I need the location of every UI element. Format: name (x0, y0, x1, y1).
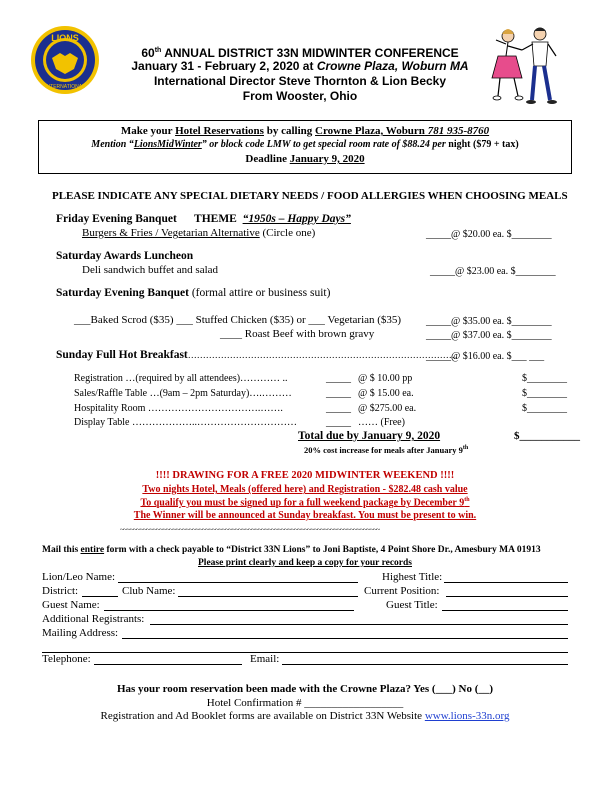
hotel-confirmation: Hotel Confirmation # __________________ (206, 697, 404, 709)
tilde-divider: ~~~~~~~~~~~~~~~~~~~~~~~~~~~~~~~~~~~~~~~~~~~~~~~~~~~~~~~~~~~~~~~~~~~~~~~~~~~~~~~ (120, 526, 380, 534)
lions-emblem-icon (30, 25, 100, 95)
friday-title (56, 213, 351, 225)
booklet-note (38, 710, 572, 722)
district-field[interactable] (82, 596, 118, 597)
fee-price: @ $ 15.00 ea. (358, 388, 414, 399)
dancers-icon (486, 22, 566, 110)
sunday-price: _____@ $16.00 ea. $___ ___ (426, 351, 545, 362)
hotel-text-b: Hotel Reservations (175, 125, 264, 137)
saturday-banquet-options: ___Baked Scrod ($35) ___ Stuffed Chicken ($35) or ___ Vegetarian ($35) (74, 314, 402, 326)
drawing-line-2-sup: th (464, 497, 470, 503)
fee-row (74, 373, 288, 384)
fee-qty: _____ (326, 373, 351, 384)
mention-c: ” or block code LMW to get special room rate of $88.24 per (201, 139, 446, 150)
drawing-line-2-text: To qualify you must be signed up for a full weekend package by December 9 (140, 497, 465, 509)
sunday-title: Sunday Full Hot Breakfast (56, 349, 188, 361)
fee-row (74, 417, 297, 428)
hotel-phone: 781 935-8760 (424, 125, 490, 137)
mail-instructions (42, 545, 541, 555)
banquet-note: (formal attire or business suit) (188, 287, 331, 299)
friday-title-text: Friday Evening Banquet (56, 213, 177, 225)
total-note-sup: th (462, 445, 469, 452)
telephone-field[interactable] (94, 664, 242, 665)
hotel-text-c: by calling (263, 125, 316, 137)
title-number: 60 (141, 46, 155, 60)
guest-title-field[interactable] (442, 610, 568, 611)
mailing-address-label: Mailing Address: (42, 627, 119, 639)
fee-qty: _____ (326, 388, 351, 399)
fee-label: Sales/Raffle Table …(9am – 2pm Saturday)….……… (74, 388, 292, 399)
email-field[interactable] (282, 664, 568, 665)
dates-text: January 31 - February 2, 2020 at (131, 59, 317, 73)
hotel-line-3 (38, 153, 572, 165)
fee-price: …… (Free) (358, 417, 405, 428)
lions-logo (30, 25, 100, 95)
friday-opt-a: Burgers & Fries / (82, 227, 162, 239)
sunday-line (56, 349, 458, 361)
fee-label: Display Table ………………..………………………… (74, 417, 297, 428)
venue-text: Crowne Plaza, Woburn MA (316, 59, 469, 73)
dancing-couple-illustration (486, 22, 566, 110)
fee-total: $________ (522, 403, 567, 414)
website-link[interactable]: www.lions-33n.org (424, 710, 510, 722)
current-position-label: Current Position: (364, 585, 440, 597)
guest-title-label: Guest Title: (386, 599, 438, 611)
mail-a: Mail this (42, 545, 81, 555)
fee-label: Hospitality Room …………………………….……. (74, 403, 283, 414)
guest-name-label: Guest Name: (42, 599, 100, 611)
friday-theme-label: THEME (194, 213, 237, 225)
fee-row (74, 388, 292, 399)
fee-price: @ $ 10.00 pp (358, 373, 413, 384)
fee-row (74, 403, 283, 414)
friday-options (82, 227, 315, 239)
mail-entire: entire (80, 545, 105, 555)
fee-qty: _____ (326, 417, 351, 428)
mention-d: night ($79 + tax) (445, 139, 519, 150)
saturday-lunch-title: Saturday Awards Luncheon (56, 250, 194, 262)
highest-title-label: Highest Title: (382, 571, 443, 583)
drawing-line-3: The Winner will be announced at Sunday breakfast. You must be present to win. (133, 510, 477, 521)
friday-opt-c: (Circle one) (259, 227, 316, 239)
total-amount: $___________ (514, 430, 580, 442)
dietary-notice: PLEASE INDICATE ANY SPECIAL DIETARY NEEDS / FOOD ALLERGIES WHEN CHOOSING MEALS (52, 190, 568, 202)
mention-code: LionsMidWinter (133, 139, 202, 150)
telephone-label: Telephone: (42, 653, 91, 665)
friday-opt-b: Vegetarian Alternative (161, 227, 260, 239)
saturday-lunch-price: _____@ $23.00 ea. $________ (430, 266, 556, 277)
conference-title (120, 44, 480, 60)
title-sup: th (154, 47, 162, 54)
club-name-label: Club Name: (122, 585, 176, 597)
hotel-text-d: Crowne Plaza, Woburn (315, 125, 425, 137)
friday-price: _____@ $20.00 ea. $________ (426, 229, 552, 240)
current-position-field[interactable] (446, 596, 568, 597)
drawing-line-2 (38, 497, 572, 508)
additional-registrants-field[interactable] (150, 624, 568, 625)
drawing-line-1: Two nights Hotel, Meals (offered here) and Registration - $282.48 cash value (142, 484, 468, 495)
mail-c: form with a check payable to “District 33N Lions” to Joni Baptiste, 4 Point Shore Dr., Amesbury MA 01913 (104, 545, 541, 555)
total-note-text: 20% cost increase for meals after January 9 (304, 445, 463, 455)
club-name-field[interactable] (178, 596, 358, 597)
sunday-dots: ……………………………………………………………………………… (187, 350, 458, 360)
total-label: Total due by January 9, 2020 (298, 430, 441, 442)
saturday-lunch-item: Deli sandwich buffet and salad (82, 264, 219, 276)
title-rest: ANNUAL DISTRICT 33N MIDWINTER CONFERENCE (161, 46, 459, 60)
additional-registrants-label: Additional Registrants: (42, 613, 145, 625)
fee-price: @ $275.00 ea. (358, 403, 417, 414)
district-label: District: (42, 585, 79, 597)
saturday-banquet-title (56, 287, 330, 299)
booklet-text: Registration and Ad Booklet forms are available on District 33N Website (100, 710, 425, 722)
lion-leo-label: Lion/Leo Name: (42, 571, 116, 583)
saturday-banquet-price-2: _____@ $37.00 ea. $________ (426, 330, 552, 341)
fee-label: Registration …(required by all attendees)………… .. (74, 373, 288, 384)
highest-title-field[interactable] (444, 582, 568, 583)
total-note (304, 445, 468, 455)
origin-line: From Wooster, Ohio (242, 89, 358, 103)
saturday-banquet-price-1: _____@ $35.00 ea. $________ (426, 316, 552, 327)
mailing-address-field-2[interactable] (42, 652, 568, 653)
conference-dates (120, 59, 480, 73)
hotel-line-2 (38, 139, 572, 150)
fee-total: $________ (522, 388, 567, 399)
saturday-banquet-roast: ____ Roast Beef with brown gravy (220, 328, 375, 340)
room-reservation-question: Has your room reservation been made with the Crowne Plaza? Yes (___) No (__) (116, 683, 494, 695)
fee-qty: _____ (326, 403, 351, 414)
lion-leo-field[interactable] (118, 582, 358, 583)
deadline-label: Deadline (245, 153, 290, 165)
banquet-title-text: Saturday Evening Banquet (56, 287, 189, 299)
print-clearly-note: Please print clearly and keep a copy for your records (198, 558, 412, 568)
fee-total: $________ (522, 373, 567, 384)
mailing-address-field[interactable] (122, 638, 568, 639)
guests-line: International Director Steve Thornton & Lion Becky (153, 74, 447, 88)
guest-name-field[interactable] (104, 610, 354, 611)
logo-lions-text: LIONS (51, 33, 79, 43)
logo-international-text: INTERNATIONAL (45, 84, 85, 90)
friday-theme: “1950s – Happy Days” (242, 213, 351, 225)
hotel-line-1 (38, 125, 572, 137)
hotel-text-a: Make your (120, 125, 176, 137)
email-label: Email: (250, 653, 280, 665)
mention-a: Mention “ (91, 139, 134, 150)
drawing-title: !!!! DRAWING FOR A FREE 2020 MIDWINTER WEEKEND !!!! (155, 470, 455, 481)
deadline-date: January 9, 2020 (289, 153, 365, 165)
